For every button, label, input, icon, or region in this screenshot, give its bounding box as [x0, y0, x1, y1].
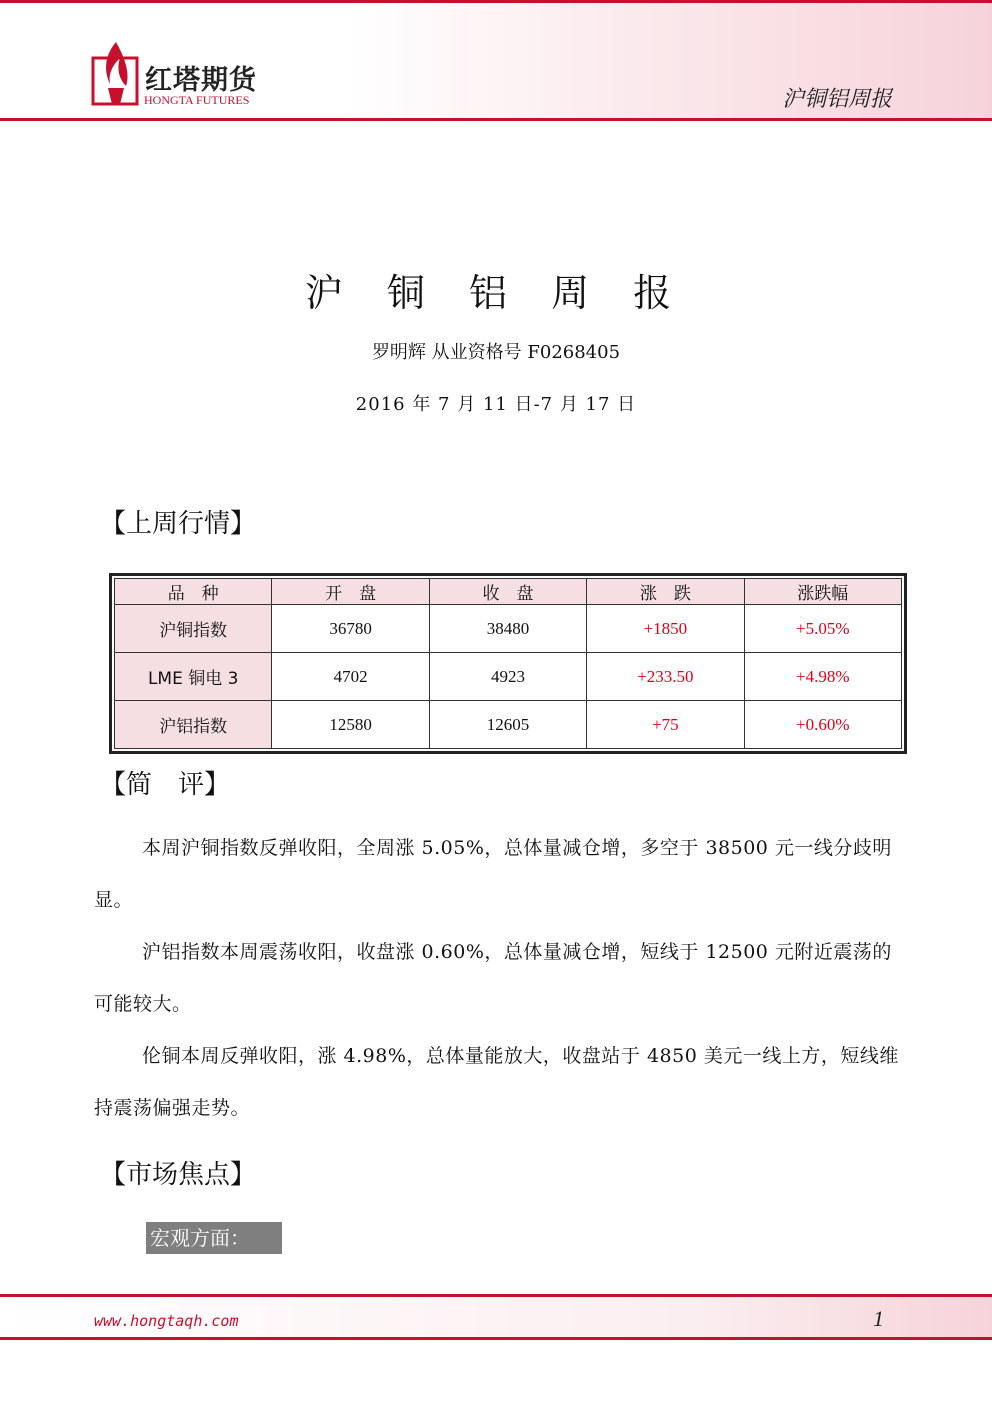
comment-paragraph-aluminum: 沪铝指数本周震荡收阳，收盘涨 0.60%，总体量减仓增，短线于 12500 元附近震荡的可能较大。	[94, 941, 892, 1015]
table-row	[115, 653, 902, 701]
comment-paragraph-lme: 伦铜本周反弹收阳，涨 4.98%，总体量能放大，收盘站于 4850 美元一线上方，短线维持震荡偏强走势。	[94, 1045, 899, 1119]
row-open: 36780	[272, 605, 429, 653]
table-row	[115, 701, 902, 749]
row-close: 12605	[429, 701, 586, 749]
author-line: 罗明辉 从业资格号 F0268405	[371, 342, 621, 363]
row-open: 4702	[272, 653, 429, 701]
footer-website-link[interactable]: www.hongtaqh.com	[94, 1312, 239, 1330]
document-title: 沪 铜 铝 周 报	[304, 271, 688, 315]
footer-top-line	[0, 1294, 992, 1297]
header-top-line	[0, 0, 992, 3]
header-change-pct: 涨跌幅	[744, 579, 901, 605]
tower-flame-logo-icon	[90, 38, 142, 108]
logo-english-name: HONGTA FUTURES	[144, 93, 250, 107]
company-logo	[90, 38, 290, 110]
page-number: 1	[873, 1306, 884, 1331]
section-heading-comment: 【简 评】	[100, 770, 231, 800]
header-report-title: 沪铜铝周报	[781, 87, 892, 112]
logo-chinese-name: 红塔期货	[145, 65, 257, 96]
header-divider	[0, 118, 992, 121]
market-table	[109, 573, 907, 754]
section-heading-market-focus: 【市场焦点】	[100, 1160, 257, 1190]
row-name: LME 铜电 3	[115, 653, 272, 701]
header-change: 涨 跌	[587, 579, 744, 605]
row-change: +1850	[587, 605, 744, 653]
date-range: 2016 年 7 月 11 日-7 月 17 日	[355, 394, 637, 415]
row-change-pct: +4.98%	[744, 653, 901, 701]
macro-subheading: 宏观方面：	[146, 1222, 282, 1254]
row-open: 12580	[272, 701, 429, 749]
row-name: 沪铝指数	[115, 701, 272, 749]
row-close: 4923	[429, 653, 586, 701]
row-close: 38480	[429, 605, 586, 653]
table-row	[115, 605, 902, 653]
comment-paragraph-copper: 本周沪铜指数反弹收阳，全周涨 5.05%，总体量减仓增，多空于 38500 元一线分歧明显。	[94, 837, 892, 911]
header-open: 开 盘	[272, 579, 429, 605]
section-heading-last-week: 【上周行情】	[100, 509, 257, 539]
row-change-pct: +0.60%	[744, 701, 901, 749]
row-change: +75	[587, 701, 744, 749]
header-variety: 品 种	[115, 579, 272, 605]
table-header-row	[115, 579, 902, 605]
header-close: 收 盘	[429, 579, 586, 605]
row-change: +233.50	[587, 653, 744, 701]
footer-bottom-line	[0, 1337, 992, 1340]
row-name: 沪铜指数	[115, 605, 272, 653]
row-change-pct: +5.05%	[744, 605, 901, 653]
